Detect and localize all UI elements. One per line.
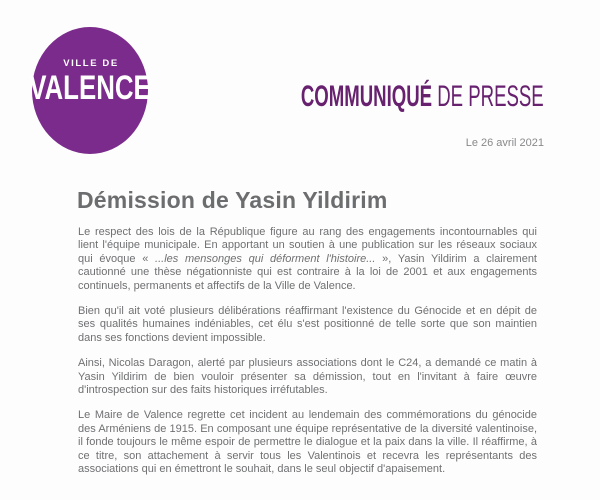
- paragraph-2: Bien qu'il ait voté plusieurs délibérations réaffirmant l'existence du Génocide et en dépit de ses qualités humaines indéniables, cet élu s'est positionné de telle sorte que son maintien dans ses fonctions devient impossible.: [78, 305, 537, 344]
- heading-communique: COMMUNIQUÉ: [301, 80, 433, 113]
- press-release-date: Le 26 avril 2021: [465, 137, 544, 149]
- paragraph-3: Ainsi, Nicolas Daragon, alerté par plusieurs associations dont le C24, a demandé ce matin à Yasin Yildirim de bien vouloir présenter sa démission, tout en l'invitant à faire œuvre d'introspection sur des faits historiques irréfutables.: [78, 357, 537, 397]
- paragraph-4: Le Maire de Valence regrette cet incident au lendemain des commémorations du génocide des Arméniens de 1915. En composant une équipe représentative de la diversité valentinoise, il fonde toujours le même espoir de permettre le dialogue et la paix dans la ville. Il réaffirme, à ce titre, son attachement à servir tous les Valentinois et recevra les représentants des associations qui en émettront le souhait, dans le seul objectif d'apaisement.: [78, 409, 537, 476]
- paragraph-1-text-after: », Yasin Yildirim a clairement cautionné une thèse négationniste qui est contraire à la loi de 2001 et aux engagements continuels, permanents et affectifs de la Ville de Valence.: [78, 252, 537, 292]
- press-release-heading: [301, 80, 544, 114]
- page-title: Démission de Yasin Yildirim: [77, 187, 388, 214]
- logo-line-ville-de: VILLE DE: [63, 58, 119, 69]
- paragraph-1-text: Le respect des lois de la République figure au rang des engagements incontournables qui lient l'équipe municipale. En apportant un soutien à une publication sur les réseaux sociaux qui évoque «: [78, 226, 537, 265]
- paragraph-1-quoted-text: ...les mensonges qui déforment l'histoire...: [155, 252, 376, 265]
- heading-de-presse: DE PRESSE: [432, 80, 544, 113]
- logo-line-valence: VALENCE: [29, 69, 151, 107]
- press-release-body: [78, 226, 537, 489]
- paragraph-1: [78, 226, 537, 293]
- ville-de-valence-logo: [29, 27, 151, 154]
- logo-text-block: [10, 58, 170, 105]
